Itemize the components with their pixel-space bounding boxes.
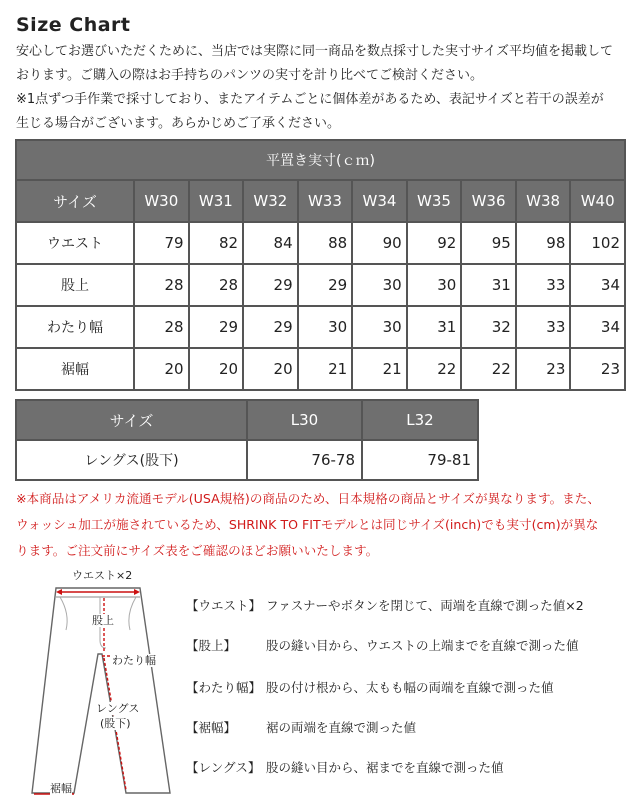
size-header-cell: W33 <box>298 180 353 222</box>
definition-desc: 股の縫い目から、裾までを直線で測った値 <box>266 760 504 775</box>
definition-item <box>186 636 579 654</box>
size-header-cell: W30 <box>134 180 189 222</box>
table-cell: 33 <box>516 264 571 306</box>
size-header-cell: W36 <box>461 180 516 222</box>
table-cell: 22 <box>461 348 516 390</box>
table-cell: 23 <box>516 348 571 390</box>
table-cell: 29 <box>298 264 353 306</box>
table-cell: 28 <box>189 264 244 306</box>
table-cell: 88 <box>298 222 353 264</box>
row-label-inseam: レングス(股下) <box>16 440 247 480</box>
row-label-waist: ウエスト <box>16 222 134 264</box>
diagram-label-hem: 裾幅 <box>50 782 72 795</box>
intro-text <box>16 40 630 136</box>
length-table <box>15 399 479 481</box>
table-cell: 34 <box>570 264 625 306</box>
definition-desc: 股の縫い目から、ウエストの上端までを直線で測った値 <box>266 638 579 653</box>
table-cell: 29 <box>189 306 244 348</box>
table-cell: 102 <box>570 222 625 264</box>
definition-item <box>186 596 584 614</box>
intro-line: おります。ご購入の際はお手持ちのパンツの実寸を計り比べてご検討ください。 <box>16 68 483 83</box>
table-cell: 79 <box>134 222 189 264</box>
table-cell: 90 <box>352 222 407 264</box>
intro-line: ※1点ずつ手作業で採寸しており、またアイテムごとに個体差があるため、表記サイズと若干の誤差が <box>16 92 604 107</box>
table-row <box>16 264 625 306</box>
table-row <box>16 348 625 390</box>
diagram-label-inseam-sub: (股下) <box>100 717 131 730</box>
row-label-rise: 股上 <box>16 264 134 306</box>
table-row <box>16 440 478 480</box>
diagram-label-rise: 股上 <box>92 614 114 627</box>
table-cell: 82 <box>189 222 244 264</box>
table-cell: 32 <box>461 306 516 348</box>
definition-term: 【ウエスト】 <box>186 598 262 613</box>
length-header-cell: L32 <box>362 400 478 440</box>
notice-line: ※本商品はアメリカ流通モデル(USA規格)の商品のため、日本規格の商品とサイズが異なります。また、 <box>16 491 600 506</box>
table-cell: 28 <box>134 306 189 348</box>
table-cell: 21 <box>352 348 407 390</box>
definition-desc: ファスナーやボタンを閉じて、両端を直線で測った値×2 <box>266 598 584 613</box>
table-cell: 30 <box>298 306 353 348</box>
size-header-cell: W35 <box>407 180 462 222</box>
table-cell: 31 <box>461 264 516 306</box>
notice-line: ウォッシュ加工が施されているため、SHRINK TO FITモデルとは同じサイズ(inch)でも実寸(cm)が異な <box>16 517 599 532</box>
diagram-label-waist: ウエスト×2 <box>72 569 133 582</box>
pants-illustration <box>20 568 185 808</box>
table-cell: 92 <box>407 222 462 264</box>
table-cell: 30 <box>407 264 462 306</box>
size-table <box>15 139 626 391</box>
diagram-label-inseam: レングス <box>96 702 140 715</box>
definition-item <box>186 718 416 736</box>
definition-term: 【わたり幅】 <box>186 680 262 695</box>
row-label-hem: 裾幅 <box>16 348 134 390</box>
size-header-label: サイズ <box>16 180 134 222</box>
table-row <box>16 222 625 264</box>
table-cell: 29 <box>243 306 298 348</box>
notice-line: ります。ご注文前にサイズ表をご確認のほどお願いいたします。 <box>16 543 379 558</box>
table-cell: 33 <box>516 306 571 348</box>
length-header-label: サイズ <box>16 400 247 440</box>
table-cell: 79-81 <box>362 440 478 480</box>
size-header-cell: W31 <box>189 180 244 222</box>
table-cell: 34 <box>570 306 625 348</box>
size-header-cell: W32 <box>243 180 298 222</box>
definition-term: 【裾幅】 <box>186 720 237 735</box>
table-cell: 98 <box>516 222 571 264</box>
table-cell: 21 <box>298 348 353 390</box>
table-cell: 29 <box>243 264 298 306</box>
table-cell: 30 <box>352 264 407 306</box>
definition-item <box>186 678 554 696</box>
table-cell: 20 <box>243 348 298 390</box>
definition-term: 【レングス】 <box>186 760 261 775</box>
pants-diagram <box>20 568 185 808</box>
definition-desc: 股の付け根から、太もも幅の両端を直線で測った値 <box>266 680 554 695</box>
table-cell: 95 <box>461 222 516 264</box>
table-cell: 20 <box>134 348 189 390</box>
table-cell: 30 <box>352 306 407 348</box>
table-cell: 28 <box>134 264 189 306</box>
table-cell: 84 <box>243 222 298 264</box>
intro-line: 生じる場合がございます。あらかじめご了承ください。 <box>16 116 340 131</box>
definition-item <box>186 758 504 776</box>
definition-desc: 裾の両端を直線で測った値 <box>266 720 417 735</box>
intro-line: 安心してお選びいただくために、当店では実際に同一商品を数点採寸した実寸サイズ平均値を掲載して <box>16 44 613 59</box>
table-cell: 23 <box>570 348 625 390</box>
size-notice <box>16 486 632 564</box>
table-row <box>16 306 625 348</box>
size-table-caption: 平置き実寸(ｃｍ) <box>16 140 625 180</box>
table-cell: 76-78 <box>247 440 362 480</box>
table-cell: 20 <box>189 348 244 390</box>
row-label-thigh: わたり幅 <box>16 306 134 348</box>
size-header-cell: W40 <box>570 180 625 222</box>
size-header-cell: W38 <box>516 180 571 222</box>
page-title: Size Chart <box>16 14 131 36</box>
definition-term: 【股上】 <box>186 638 237 653</box>
table-cell: 22 <box>407 348 462 390</box>
diagram-label-thigh: わたり幅 <box>112 654 156 667</box>
length-header-cell: L30 <box>247 400 362 440</box>
size-header-cell: W34 <box>352 180 407 222</box>
table-cell: 31 <box>407 306 462 348</box>
